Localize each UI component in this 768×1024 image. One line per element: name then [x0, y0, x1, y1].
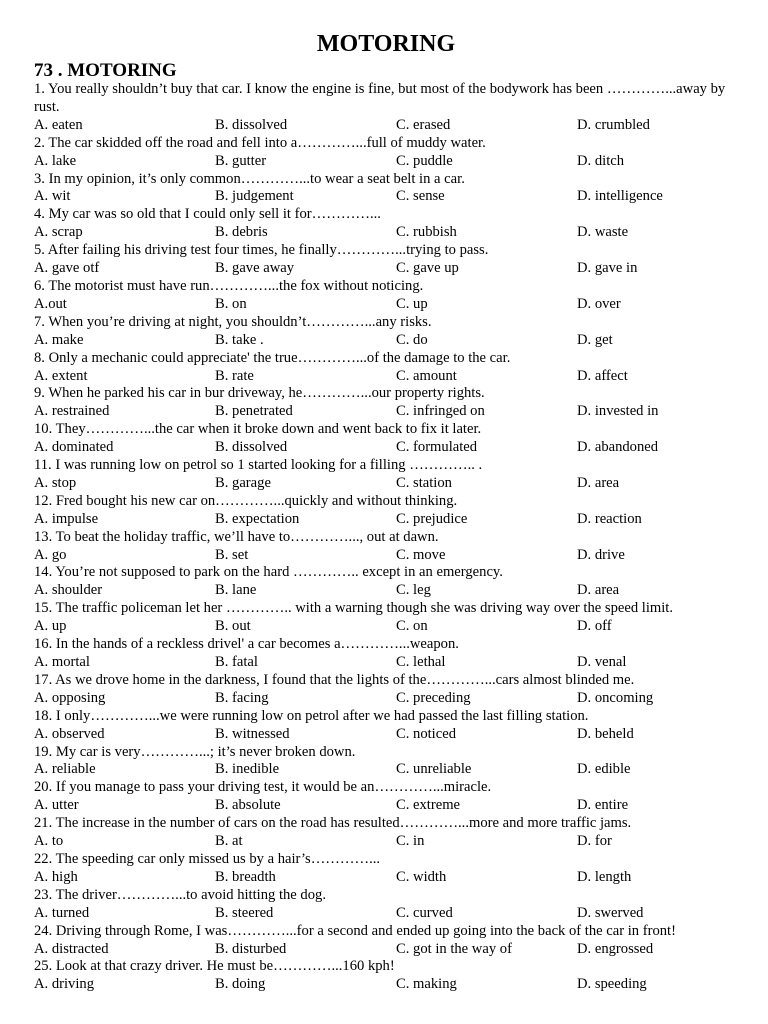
option-d: D. invested in [577, 403, 659, 420]
option-a: A. extent [34, 367, 88, 384]
option-b: B. breadth [215, 868, 276, 885]
section-title: 73 . MOTORING [34, 60, 177, 81]
option-c: C. erased [396, 116, 451, 133]
option-b: B. witnessed [215, 725, 290, 742]
question-text: 22. The speeding car only missed us by a hair’s…………... [34, 850, 381, 867]
question-text: 12. Fred bought his new car on…………...quickly and without thinking. [34, 492, 458, 509]
answer-options [34, 869, 738, 887]
option-b: B. dissolved [215, 439, 288, 456]
option-a: A. observed [34, 725, 105, 742]
question-text: 7. When you’re driving at night, you shouldn’t…………...any risks. [34, 313, 432, 330]
question-item [34, 421, 738, 457]
question-item [34, 350, 738, 386]
answer-options [34, 153, 738, 171]
question-item [34, 636, 738, 672]
option-d: D. for [577, 833, 612, 850]
question-list [34, 81, 738, 994]
option-d: D. affect [577, 367, 628, 384]
question-text: 10. They…………...the car when it broke down and went back to fix it later. [34, 421, 482, 438]
option-b: B. take . [215, 331, 264, 348]
option-d: D. engrossed [577, 940, 654, 957]
option-a: A. shoulder [34, 582, 103, 599]
option-a: A. up [34, 618, 67, 635]
option-c: C. formulated [396, 439, 478, 456]
question-item [34, 278, 738, 314]
answer-options [34, 475, 738, 493]
option-b: B. fatal [215, 654, 258, 670]
option-d: D. speeding [577, 976, 647, 993]
question-item [34, 242, 738, 278]
question-text: 23. The driver…………...to avoid hitting the dog. [34, 886, 326, 903]
question-text: 20. If you manage to pass your driving test, it would be an…………...miracle. [34, 779, 492, 796]
option-b: B. dissolved [215, 116, 288, 133]
option-d: D. get [577, 331, 613, 348]
option-b: B. penetrated [215, 403, 293, 420]
question-text: 17. As we drove home in the darkness, I found that the lights of the…………...cars almost blinded me. [34, 671, 635, 688]
option-a: A. restrained [34, 403, 110, 420]
question-text: 8. Only a mechanic could appreciate' the true…………...of the damage to the car. [34, 349, 511, 366]
option-b: B. rate [215, 367, 254, 384]
option-d: D. beheld [577, 725, 634, 742]
option-c: C. gave up [396, 260, 459, 277]
question-item [34, 744, 738, 780]
question-text: 15. The traffic policeman let her ………….. with a warning though she was driving way over the speed limit. [34, 600, 674, 617]
question-item [34, 779, 738, 815]
question-text: 1. You really shouldn’t buy that car. I know the engine is fine, but most of the bodywork has been …………...away by rust. [34, 81, 726, 115]
answer-options [34, 618, 738, 636]
question-item [34, 81, 738, 135]
answer-options [34, 654, 738, 672]
option-a: A. turned [34, 904, 90, 921]
option-c: C. got in the way of [396, 940, 512, 957]
option-c: C. extreme [396, 797, 461, 814]
option-c: C. in [396, 833, 425, 850]
option-c: C. move [396, 546, 446, 563]
option-b: B. gutter [215, 152, 267, 169]
option-c: C. prejudice [396, 510, 468, 527]
document-title: MOTORING [316, 31, 456, 57]
option-c: C. on [396, 618, 428, 635]
option-c: C. do [396, 331, 428, 348]
question-item [34, 600, 738, 636]
option-d: D. drive [577, 546, 625, 563]
question-item [34, 529, 738, 565]
question-text: 9. When he parked his car in bur driveway, he…………...our property rights. [34, 385, 485, 402]
option-b: B. out [215, 618, 251, 635]
question-item [34, 887, 738, 923]
question-item [34, 851, 738, 887]
answer-options [34, 726, 738, 744]
option-a: A. scrap [34, 224, 83, 241]
option-d: D. ditch [577, 152, 625, 169]
option-b: B. at [215, 833, 243, 850]
option-a: A. mortal [34, 654, 90, 670]
option-a: A. utter [34, 797, 79, 814]
option-c: C. rubbish [396, 224, 457, 241]
option-a: A. eaten [34, 116, 83, 133]
option-c: C. infringed on [396, 403, 485, 420]
answer-options [34, 511, 738, 529]
option-a: A. reliable [34, 761, 96, 778]
option-d: D. entire [577, 797, 629, 814]
option-b: B. debris [215, 224, 268, 241]
option-d: D. oncoming [577, 689, 654, 706]
option-d: D. intelligence [577, 188, 663, 205]
option-c: C. noticed [396, 725, 456, 742]
option-c: C. puddle [396, 152, 453, 169]
option-c: C. amount [396, 367, 457, 384]
option-b: B. steered [215, 904, 274, 921]
answer-options [34, 797, 738, 815]
option-b: B. expectation [215, 510, 300, 527]
question-item [34, 206, 738, 242]
question-item [34, 923, 738, 959]
option-b: B. lane [215, 582, 257, 599]
answer-options [34, 224, 738, 242]
question-text: 5. After failing his driving test four times, he finally…………...trying to pass. [34, 242, 489, 259]
question-item [34, 457, 738, 493]
question-item [34, 135, 738, 171]
answer-options [34, 368, 738, 386]
question-text: 2. The car skidded off the road and fell into a…………...full of muddy water. [34, 134, 486, 151]
question-text: 3. In my opinion, it’s only common…………...to wear a seat belt in a car. [34, 170, 465, 187]
option-b: B. inedible [215, 761, 280, 778]
question-text: 25. Look at that crazy driver. He must be…………...160 kph! [34, 958, 395, 975]
option-c: C. making [396, 976, 457, 993]
answer-options [34, 296, 738, 314]
option-d: D. abandoned [577, 439, 659, 456]
answer-options [34, 976, 738, 994]
question-item [34, 672, 738, 708]
option-c: C. lethal [396, 654, 446, 670]
option-b: B. absolute [215, 797, 281, 814]
option-d: D. venal [577, 654, 627, 670]
question-item [34, 385, 738, 421]
option-a: A. dominated [34, 439, 114, 456]
option-b: B. garage [215, 474, 271, 491]
option-a: A.out [34, 295, 67, 312]
option-a: A. distracted [34, 940, 109, 957]
option-d: D. reaction [577, 510, 642, 527]
answer-options [34, 761, 738, 779]
option-b: B. set [215, 546, 249, 563]
option-a: A. wit [34, 188, 71, 205]
option-a: A. driving [34, 976, 94, 993]
answer-options [34, 332, 738, 350]
question-text: 6. The motorist must have run…………...the fox without noticing. [34, 277, 424, 294]
question-text: 18. I only…………...we were running low on petrol after we had passed the last filling station. [34, 707, 589, 724]
option-c: C. station [396, 474, 452, 491]
option-a: A. make [34, 331, 84, 348]
option-d: D. off [577, 618, 612, 635]
option-d: D. gave in [577, 260, 638, 277]
question-item [34, 708, 738, 744]
option-b: B. gave away [215, 260, 295, 277]
option-a: A. gave otf [34, 260, 100, 277]
answer-options [34, 117, 738, 135]
question-item [34, 958, 738, 994]
option-c: C. curved [396, 904, 453, 921]
option-c: C. unreliable [396, 761, 472, 778]
option-b: B. judgement [215, 188, 294, 205]
option-d: D. swerved [577, 904, 644, 921]
option-a: A. opposing [34, 689, 106, 706]
answer-options [34, 260, 738, 278]
answer-options [34, 547, 738, 565]
question-text: 14. You’re not supposed to park on the hard ………….. except in an emergency. [34, 564, 503, 581]
option-d: D. over [577, 295, 621, 312]
option-d: D. waste [577, 224, 629, 241]
answer-options [34, 833, 738, 851]
option-a: A. high [34, 868, 78, 885]
option-d: D. crumbled [577, 116, 650, 133]
option-d: D. area [577, 582, 620, 599]
option-c: C. sense [396, 188, 445, 205]
option-c: C. leg [396, 582, 431, 599]
answer-options [34, 905, 738, 923]
option-b: B. on [215, 295, 247, 312]
question-text: 16. In the hands of a reckless drivel' a car becomes a…………...weapon. [34, 636, 459, 653]
option-a: A. lake [34, 152, 77, 169]
question-item [34, 314, 738, 350]
question-text: 21. The increase in the number of cars on the road has resulted…………...more and more traffic jams. [34, 815, 632, 832]
answer-options [34, 403, 738, 421]
option-d: D. area [577, 474, 620, 491]
question-text: 13. To beat the holiday traffic, we’ll have to…………..., out at dawn. [34, 528, 439, 545]
question-text: 19. My car is very…………...; it’s never broken down. [34, 743, 356, 760]
answer-options [34, 941, 738, 959]
answer-options [34, 188, 738, 206]
answer-options [34, 690, 738, 708]
option-d: D. length [577, 868, 632, 885]
answer-options [34, 582, 738, 600]
option-a: A. go [34, 546, 67, 563]
question-text: 4. My car was so old that I could only sell it for…………... [34, 206, 381, 223]
question-item [34, 815, 738, 851]
question-item [34, 493, 738, 529]
option-b: B. disturbed [215, 940, 287, 957]
question-item [34, 564, 738, 600]
option-c: C. preceding [396, 689, 471, 706]
question-text: 24. Driving through Rome, I was…………...for a second and ended up going into the back of the car in front! [34, 922, 676, 939]
option-c: C. up [396, 295, 428, 312]
question-item [34, 171, 738, 207]
option-d: D. edible [577, 761, 631, 778]
option-c: C. width [396, 868, 447, 885]
option-a: A. impulse [34, 510, 99, 527]
option-a: A. stop [34, 474, 77, 491]
answer-options [34, 439, 738, 457]
option-b: B. facing [215, 689, 269, 706]
question-text: 11. I was running low on petrol so 1 started looking for a filling ………….. . [34, 457, 483, 474]
option-a: A. to [34, 833, 64, 850]
option-b: B. doing [215, 976, 266, 993]
